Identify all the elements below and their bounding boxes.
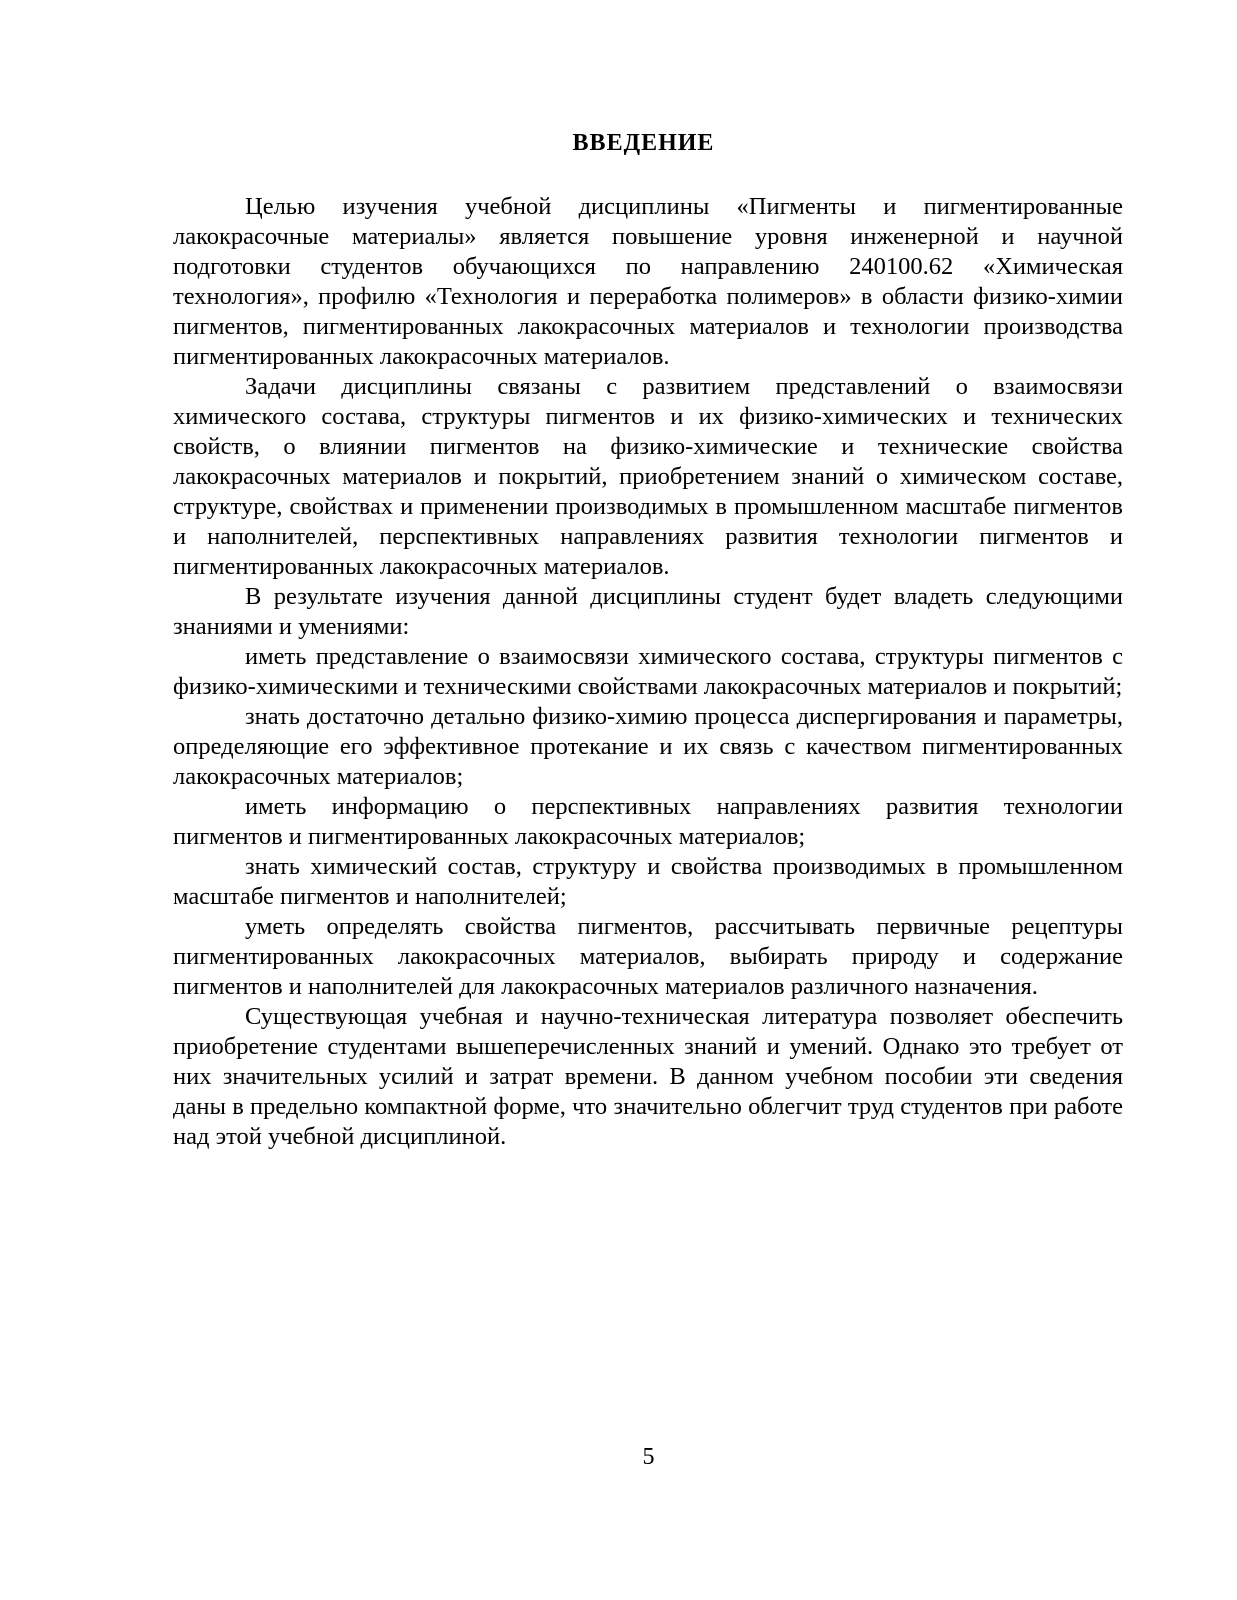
page-number: 5 bbox=[642, 1444, 655, 1470]
list-item-outcome-5: уметь определять свойства пигментов, рассчитывать первичные рецептуры пигментированных лакокрасочных материалов, выбирать природу и содержание пигментов и наполнителей для лакокрасочных материалов различного назначения. bbox=[173, 913, 1123, 1000]
section-title-text: ВВЕДЕНИЕ bbox=[572, 130, 715, 156]
paragraph-conclusion: Существующая учебная и научно-техническая литература позволяет обеспечить приобретение студентами вышеперечисленных знаний и умений. Однако это требует от них значительных усилий и затрат времени. В данном учебном пособии эти сведения даны в предельно компактной форме, что значительно облегчит труд студентов при работе над этой учебной дисциплиной. bbox=[173, 1003, 1123, 1150]
paragraph-goal: Целью изучения учебной дисциплины «Пигменты и пигментированные лакокрасочные материалы» является повышение уровня инженерной и научной подготовки студентов обучающихся по направлению 240100.62 «Химическая технология», профилю «Технология и переработка полимеров» в области физико-химии пигментов, пигментированных лакокрасочных материалов и технологии производства пигментированных лакокрасочных материалов. bbox=[173, 193, 1123, 370]
list-item-outcome-1: иметь представление о взаимосвязи химического состава, структуры пигментов с физико-химическими и техническими свойствами лакокрасочных материалов и покрытий; bbox=[173, 643, 1123, 700]
list-item-outcome-3: иметь информацию о перспективных направлениях развития технологии пигментов и пигментированных лакокрасочных материалов; bbox=[173, 793, 1123, 850]
paragraph-tasks: Задачи дисциплины связаны с развитием представлений о взаимосвязи химического состава, структуры пигментов и их физико-химических и технических свойств, о влиянии пигментов на физико-химические и технические свойства лакокрасочных материалов и покрытий, приобретением знаний о химическом составе, структуре, свойствах и применении производимых в промышленном масштабе пигментов и наполнителей, перспективных направлениях развития технологии пигментов и пигментированных лакокрасочных материалов. bbox=[173, 373, 1123, 580]
section-title bbox=[0, 130, 1237, 157]
list-item-outcome-2: знать достаточно детально физико-химию процесса диспергирования и параметры, определяющие его эффективное протекание и их связь с качеством пигментированных лакокрасочных материалов; bbox=[173, 703, 1123, 790]
paragraph-outcomes-intro: В результате изучения данной дисциплины студент будет владеть следующими знаниями и умениями: bbox=[173, 583, 1123, 640]
list-item-outcome-4: знать химический состав, структуру и свойства производимых в промышленном масштабе пигментов и наполнителей; bbox=[173, 853, 1123, 910]
body-text bbox=[173, 192, 1123, 1152]
